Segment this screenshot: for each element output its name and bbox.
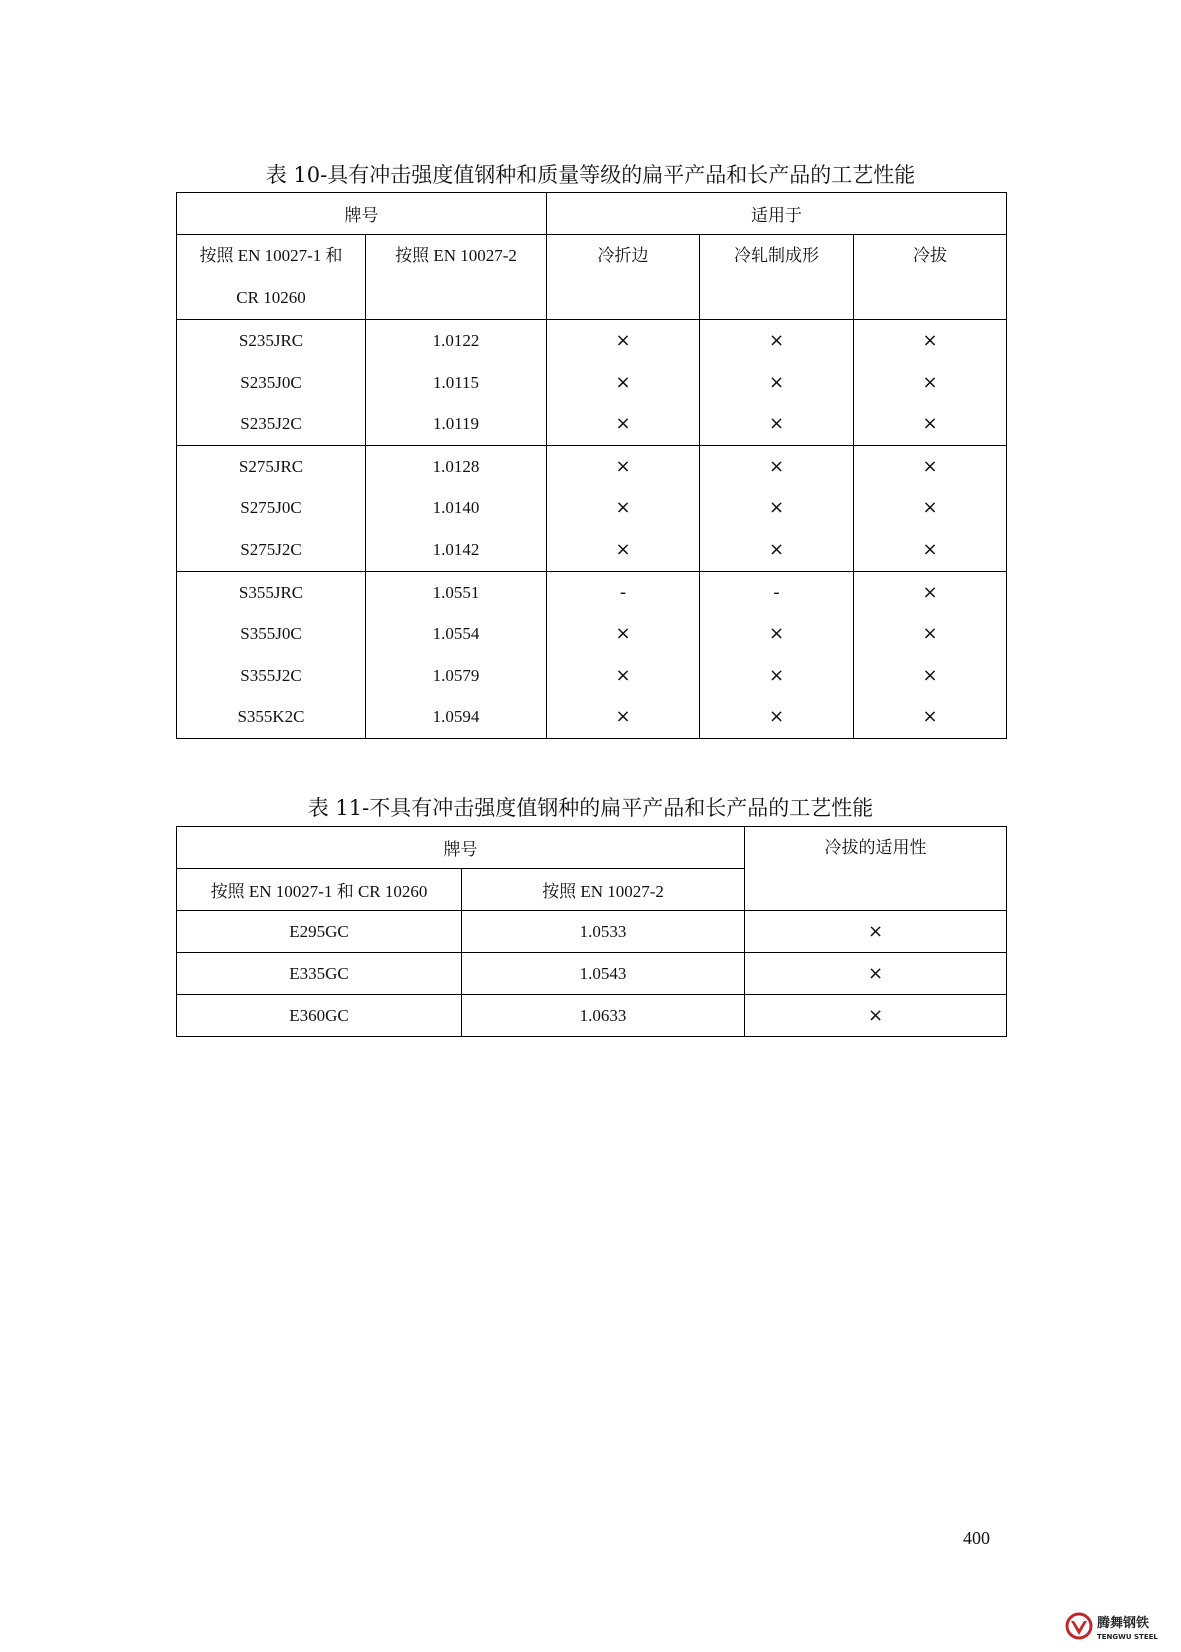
grade-name-cell: E335GC [177,953,462,995]
table-row-group [177,571,1007,738]
en10027-2-header: 按照 EN 10027-2 [366,235,547,320]
table-cell-value: S355JRC [238,582,304,602]
cold-drawing-suitability-cell: × [745,995,1007,1037]
cold-drawing-header: 冷拔 [854,235,1007,320]
cold-drawing-suitability-cell: × [745,953,1007,995]
table-cell-value: 1.0115 [432,372,480,392]
table-cell-value: S235JRC [238,331,304,350]
table-cell-value: 1.0594 [432,707,480,727]
table-cell-value: × [922,413,938,435]
table-cell-value: × [922,455,938,477]
table-cell-value: × [922,706,938,728]
grade-number-cell: 1.0533 [462,911,745,953]
table-cell-value: S355J2C [240,665,302,685]
table-cell-value: 1.0122 [432,331,480,350]
cold-drawing-suitability-header: 冷拔的适用性 [745,827,1007,911]
table-10 [176,192,1007,739]
table-cell-value: × [768,330,785,351]
table-cell-value: × [922,581,938,603]
table-cell-value: × [922,538,938,560]
logo-mark-icon [1064,1609,1174,1643]
en10027-1-header-line2: CR 10260 [236,288,306,307]
grade-number-cell: 1.0633 [462,995,745,1037]
table-cell-value: × [768,706,785,728]
table-cell-value: 1.0128 [432,456,480,476]
table-cell-value: × [922,497,938,519]
table-cell-value: S275J0C [240,498,302,518]
cold-flanging-header: 冷折边 [547,235,700,320]
table-cell-value: × [615,538,631,560]
table-cell-value: S235J0C [240,372,302,392]
table-cell-value: S275J2C [240,539,302,559]
cold-flanging-cell [547,320,700,446]
table-cell-value: × [768,455,785,477]
en10027-1-header-line1: 按照 EN 10027-1 和 [199,246,343,265]
table-cell-value: × [768,623,785,645]
table-cell-value: × [615,497,631,519]
designation-header: 牌号 [177,827,745,869]
table-row [177,995,1007,1037]
designation-header: 牌号 [177,193,547,235]
table-cell-value: × [768,413,785,435]
table-cell-value: × [615,623,631,645]
grade-name-cell [177,445,366,571]
cold-drawing-cell [854,320,1007,446]
table-cell-value: S275JRC [238,456,304,476]
table-cell-value: 1.0554 [432,624,480,644]
logo-en-text: TENGWU STEEL [1097,1633,1158,1641]
grade-number-cell [366,571,547,738]
cold-drawing-suitability-cell: × [745,911,1007,953]
table-cell-value: 1.0142 [432,539,480,559]
table-cell-value: × [768,371,785,393]
table-11-caption: 表 11-不具有冲击强度值钢种的扁平产品和长产品的工艺性能 [307,796,874,820]
table-cell-value: 1.0579 [432,665,480,685]
en10027-1-header: 按照 EN 10027-1 和 CR 10260 [177,869,462,911]
table-cell-value: - [619,581,627,603]
cold-roll-forming-header: 冷轧制成形 [700,235,854,320]
table-cell-value: × [615,413,631,435]
table-cell-value: × [922,623,938,645]
cold-roll-forming-cell [700,571,854,738]
page-number: 400 [963,1528,990,1548]
table-cell-value: 1.0140 [432,498,480,518]
table-row [177,911,1007,953]
table-cell-value: 1.0551 [432,582,480,602]
table-row [177,953,1007,995]
grade-name-cell [177,571,366,738]
table-10-caption: 表 10-具有冲击强度值钢种和质量等级的扁平产品和长产品的工艺性能 [265,163,916,187]
table-11 [176,826,1007,1037]
table-cell-value: × [615,706,631,728]
grade-number-cell: 1.0543 [462,953,745,995]
table-cell-value: - [773,581,780,603]
table-cell-value: S235J2C [240,414,302,434]
en10027-1-header [177,235,366,320]
grade-name-cell: E360GC [177,995,462,1037]
grade-name-cell: E295GC [177,911,462,953]
suitable-for-header: 适用于 [547,193,1007,235]
table-cell-value: × [768,497,785,519]
table-cell-value: × [922,330,938,351]
en10027-2-header: 按照 EN 10027-2 [462,869,745,911]
grade-number-cell [366,445,547,571]
cold-flanging-cell [547,571,700,738]
grade-name-cell [177,320,366,446]
table-cell-value: 1.0119 [432,414,480,434]
grade-number-cell [366,320,547,446]
table-cell-value: × [922,664,938,686]
cold-roll-forming-cell [700,445,854,571]
table-cell-value: × [615,371,631,393]
table-cell-value: × [768,664,785,686]
table-cell-value: × [768,538,785,560]
table-cell-value: S355K2C [237,707,305,727]
cold-drawing-cell [854,445,1007,571]
table-cell-value: × [615,664,631,686]
company-logo [1064,1609,1174,1643]
table-cell-value: × [615,455,631,477]
cold-roll-forming-cell [700,320,854,446]
table-row-group [177,445,1007,571]
table-cell-value: × [615,330,631,351]
cold-drawing-cell [854,571,1007,738]
table-cell-value: S355J0C [240,624,302,644]
logo-cn-text: 腾舞钢铁 [1097,1616,1150,1631]
table-row-group [177,320,1007,446]
table-cell-value: × [922,371,938,393]
cold-flanging-cell [547,445,700,571]
